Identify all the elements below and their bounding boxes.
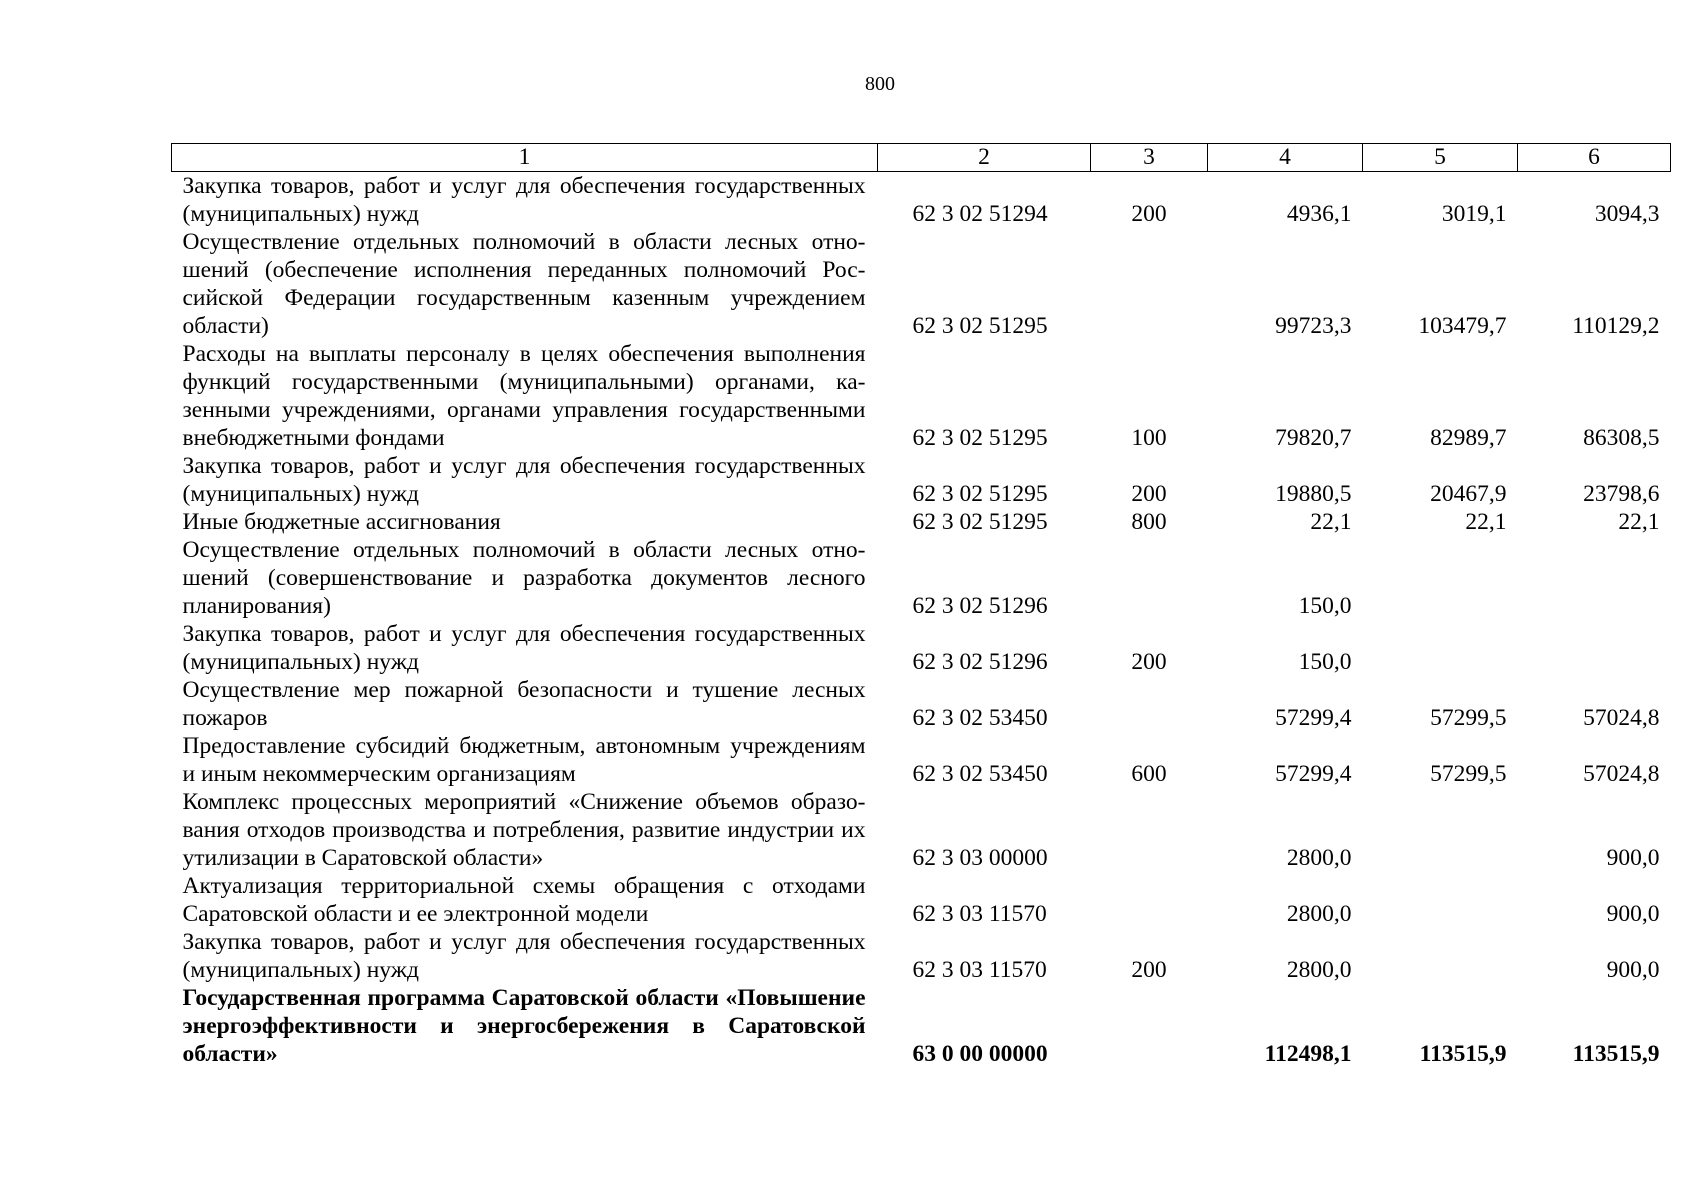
row-name: Государственная программа Саратовской области «Повышение энергоэффективности и энергосбережения в Саратовской области» <box>182 985 866 1067</box>
row-value-col6: 113515,9 <box>1572 1041 1660 1067</box>
row-code: 62 3 02 51295 <box>912 313 1048 339</box>
table-row <box>172 340 1671 452</box>
table-row <box>172 928 1671 984</box>
row-code: 62 3 02 51296 <box>912 593 1048 619</box>
row-expense-type: 800 <box>1131 509 1167 535</box>
row-name: Иные бюджетные ассигнования <box>182 509 501 535</box>
header-row <box>172 144 1671 172</box>
row-name: Осуществление отдельных полномочий в области лесных отношений (обеспечение исполнения переданных полномочий Российской Федерации государственным казенным учреждением области) <box>182 229 866 339</box>
table-row <box>172 508 1671 536</box>
row-expense-type: 200 <box>1131 201 1167 227</box>
row-value-col4: 150,0 <box>1298 649 1352 675</box>
row-code: 62 3 02 51295 <box>912 509 1048 535</box>
table-body <box>172 172 1671 1069</box>
row-name: Предоставление субсидий бюджетным, автономным учреждениям и иным некоммерческим организациям <box>182 733 866 787</box>
row-code: 62 3 03 11570 <box>912 957 1047 983</box>
row-value-col6: 900,0 <box>1606 845 1660 871</box>
row-value-col5 <box>1363 928 1518 984</box>
row-value-col5 <box>1363 620 1518 676</box>
row-expense-type <box>1091 788 1208 872</box>
row-code: 62 3 02 51295 <box>912 481 1048 507</box>
row-value-col5: 3019,1 <box>1441 201 1507 227</box>
row-name: Расходы на выплаты персоналу в целях обеспечения выполнения функций государственными (муниципальными) органами, казенными учреждениями, органами управления государственными внебюджетными фондами <box>182 341 866 451</box>
row-value-col4: 79820,7 <box>1275 425 1352 451</box>
budget-table <box>171 143 1671 1068</box>
row-value-col6: 57024,8 <box>1583 705 1660 731</box>
row-value-col4: 22,1 <box>1310 509 1352 535</box>
row-code: 62 3 02 53450 <box>912 705 1048 731</box>
table-row <box>172 984 1671 1068</box>
table-row <box>172 620 1671 676</box>
row-name: Закупка товаров, работ и услуг для обеспечения государственных (муниципальных) нужд <box>182 453 866 507</box>
row-value-col6: 900,0 <box>1606 901 1660 927</box>
row-value-col6: 57024,8 <box>1583 761 1660 787</box>
row-value-col4: 4936,1 <box>1286 201 1352 227</box>
row-value-col6: 900,0 <box>1606 957 1660 983</box>
table-row <box>172 872 1671 928</box>
row-value-col5: 57299,5 <box>1430 705 1507 731</box>
row-value-col4: 2800,0 <box>1286 957 1352 983</box>
header-col-6: 6 <box>1518 144 1671 172</box>
row-name: Закупка товаров, работ и услуг для обеспечения государственных (муниципальных) нужд <box>182 173 866 227</box>
row-value-col6 <box>1518 620 1671 676</box>
header-col-1: 1 <box>172 144 878 172</box>
row-code: 62 3 02 53450 <box>912 761 1048 787</box>
row-value-col4: 19880,5 <box>1275 481 1352 507</box>
row-value-col5 <box>1363 788 1518 872</box>
table-row <box>172 732 1671 788</box>
row-name: Комплекс процессных мероприятий «Снижение объемов образования отходов производства и потребления, развитие индустрии их утилизации в Саратовской области» <box>182 789 866 871</box>
row-value-col4: 57299,4 <box>1275 705 1352 731</box>
row-value-col6 <box>1518 536 1671 620</box>
row-value-col5 <box>1363 536 1518 620</box>
row-value-col5: 113515,9 <box>1419 1041 1507 1067</box>
row-value-col6: 110129,2 <box>1572 313 1660 339</box>
header-col-3: 3 <box>1091 144 1208 172</box>
row-value-col5 <box>1363 872 1518 928</box>
row-value-col4: 57299,4 <box>1275 761 1352 787</box>
row-value-col4: 99723,3 <box>1275 313 1352 339</box>
row-name: Осуществление отдельных полномочий в области лесных отношений (совершенствование и разработка документов лесного планирования) <box>182 537 866 619</box>
row-value-col4: 2800,0 <box>1286 901 1352 927</box>
row-expense-type: 200 <box>1131 649 1167 675</box>
header-col-2: 2 <box>878 144 1091 172</box>
row-name: Осуществление мер пожарной безопасности и тушение лесных пожаров <box>182 677 866 731</box>
row-code: 62 3 03 11570 <box>912 901 1047 927</box>
table-row <box>172 452 1671 508</box>
table-row <box>172 172 1671 229</box>
row-expense-type <box>1091 676 1208 732</box>
row-value-col6: 86308,5 <box>1583 425 1660 451</box>
row-value-col4: 150,0 <box>1298 593 1352 619</box>
row-expense-type: 100 <box>1131 425 1167 451</box>
row-value-col6: 23798,6 <box>1583 481 1660 507</box>
row-name: Закупка товаров, работ и услуг для обеспечения государственных (муниципальных) нужд <box>182 621 866 675</box>
header-col-4: 4 <box>1208 144 1363 172</box>
page-number: 800 <box>865 73 895 95</box>
row-expense-type: 200 <box>1131 481 1167 507</box>
row-expense-type: 200 <box>1131 957 1167 983</box>
table-row <box>172 228 1671 340</box>
row-value-col5: 57299,5 <box>1430 761 1507 787</box>
row-expense-type <box>1091 984 1208 1068</box>
table-row <box>172 788 1671 872</box>
table-row <box>172 536 1671 620</box>
row-expense-type <box>1091 872 1208 928</box>
row-value-col6: 22,1 <box>1618 509 1660 535</box>
row-code: 62 3 03 00000 <box>912 845 1048 871</box>
row-expense-type <box>1091 228 1208 340</box>
table-header <box>172 144 1671 172</box>
row-name: Актуализация территориальной схемы обращения с отходами Саратовской области и ее электронной модели <box>182 873 866 927</box>
row-code: 62 3 02 51294 <box>912 201 1048 227</box>
row-code: 62 3 02 51296 <box>912 649 1048 675</box>
header-col-5: 5 <box>1363 144 1518 172</box>
row-expense-type: 600 <box>1131 761 1167 787</box>
row-value-col4: 112498,1 <box>1264 1041 1352 1067</box>
row-expense-type <box>1091 536 1208 620</box>
row-code: 63 0 00 00000 <box>912 1041 1048 1067</box>
row-value-col5: 103479,7 <box>1418 313 1507 339</box>
row-value-col5: 22,1 <box>1465 509 1507 535</box>
row-value-col5: 20467,9 <box>1430 481 1507 507</box>
row-name: Закупка товаров, работ и услуг для обеспечения государственных (муниципальных) нужд <box>182 929 866 983</box>
table-row <box>172 676 1671 732</box>
row-code: 62 3 02 51295 <box>912 425 1048 451</box>
row-value-col6: 3094,3 <box>1594 201 1660 227</box>
row-value-col5: 82989,7 <box>1430 425 1507 451</box>
row-value-col4: 2800,0 <box>1286 845 1352 871</box>
